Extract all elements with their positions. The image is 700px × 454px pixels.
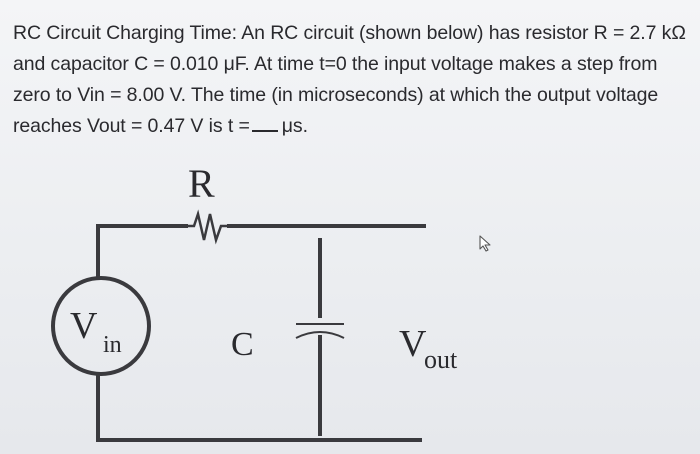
question-line-4-prefix: reaches Vout = 0.47 V is t =: [13, 115, 250, 137]
wire-bottom-rail: [98, 375, 420, 440]
wire-left-top: [98, 226, 186, 278]
resistor-symbol: [186, 214, 229, 240]
question-line-1: RC Circuit Charging Time: An RC circuit (shown below) has resistor R = 2.7 kΩ: [13, 22, 686, 44]
source-label-main: V: [70, 305, 98, 347]
source-label-sub: in: [103, 332, 122, 358]
question-line-4-suffix: μs.: [281, 115, 308, 137]
voltage-source-circle: [53, 278, 149, 374]
resistor-label: R: [188, 161, 215, 206]
capacitor-label: C: [231, 326, 254, 363]
question-line-3: zero to Vin = 8.00 V. The time (in microseconds) at which the output voltage: [13, 84, 659, 106]
question-line-2: and capacitor C = 0.010 μF. At time t=0 the input voltage makes a step from: [13, 53, 658, 75]
mouse-pointer-icon: [478, 235, 494, 253]
output-label-sub: out: [424, 345, 458, 374]
circuit-wires: [98, 214, 424, 440]
output-label-main: V: [399, 323, 427, 365]
